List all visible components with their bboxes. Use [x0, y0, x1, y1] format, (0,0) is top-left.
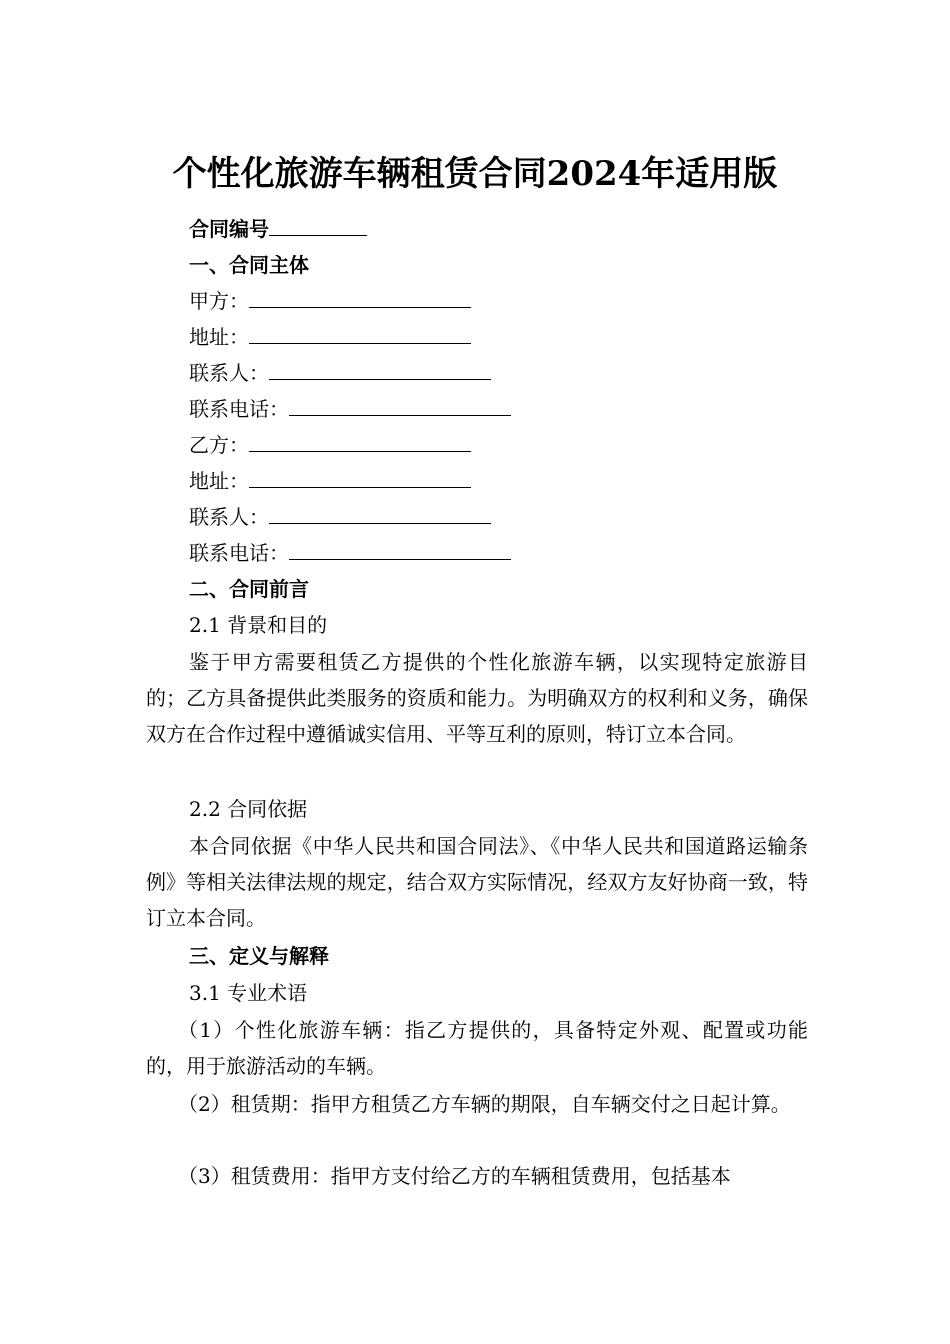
section1-heading: 一、合同主体 [189, 253, 309, 277]
section2-para1: 鉴于甲方需要租赁乙方提供的个性化旅游车辆，以实现特定旅游目的；乙方具备提供此类服务的资质和能力。为明确双方的权利和义务，确保双方在合作过程中遵循诚实信用、平等互利的原则，特订立本合同。 [146, 650, 808, 746]
party-a-phone-field [189, 394, 511, 424]
party-b-contact-field [189, 502, 491, 532]
party-a-contact-field [189, 358, 491, 388]
party-a-field [189, 286, 471, 316]
field-label: 联系电话： [189, 397, 289, 421]
field-blank [289, 539, 511, 560]
section3-heading: 三、定义与解释 [189, 944, 329, 968]
field-label: 甲方： [189, 289, 249, 313]
party-a-address-field [189, 322, 471, 352]
section2-sub1: 2.1 背景和目的 [189, 613, 328, 637]
field-blank [249, 287, 471, 308]
field-blank [269, 503, 491, 524]
document-title: 个性化旅游车辆租赁合同2024年适用版 [172, 154, 778, 194]
definition-item: （1）个性化旅游车辆：指乙方提供的，具备特定外观、配置或功能的，用于旅游活动的车辆。 [146, 1018, 808, 1078]
definition-item: （2）租赁期：指甲方租赁乙方车辆的期限，自车辆交付之日起计算。 [178, 1092, 791, 1116]
contract-number-label: 合同编号 [189, 217, 269, 241]
field-label: 联系人： [189, 505, 269, 529]
field-label: 地址： [189, 469, 249, 493]
section2-sub2: 2.2 合同依据 [189, 797, 308, 821]
field-label: 地址： [189, 325, 249, 349]
field-blank [249, 467, 471, 488]
party-b-field [189, 430, 471, 460]
field-blank [269, 359, 491, 380]
section3-sub1: 3.1 专业术语 [189, 981, 308, 1005]
field-label: 联系电话： [189, 541, 289, 565]
field-blank [249, 431, 471, 452]
section2-heading: 二、合同前言 [189, 577, 309, 601]
definition-item: （3）租赁费用：指甲方支付给乙方的车辆租赁费用，包括基本 [178, 1164, 731, 1188]
field-label: 乙方： [189, 433, 249, 457]
field-label: 联系人： [189, 361, 269, 385]
contract-number-blank [269, 215, 367, 236]
section2-para2: 本合同依据《中华人民共和国合同法》、《中华人民共和国道路运输条例》等相关法律法规的规定，结合双方实际情况，经双方友好协商一致，特订立本合同。 [146, 834, 808, 930]
party-b-address-field [189, 466, 471, 496]
field-blank [249, 323, 471, 344]
party-b-phone-field [189, 538, 511, 568]
field-blank [289, 395, 511, 416]
contract-number-line [189, 214, 367, 244]
